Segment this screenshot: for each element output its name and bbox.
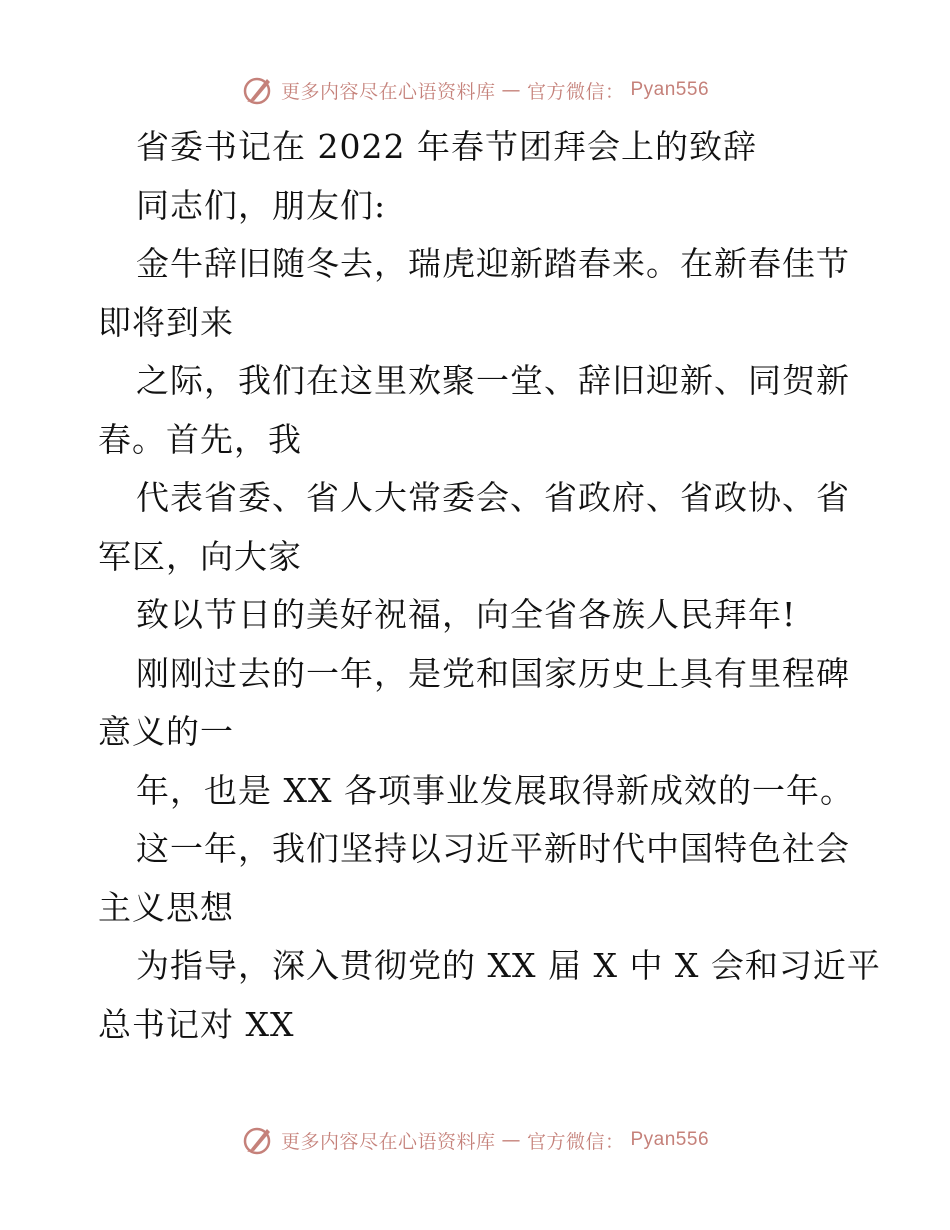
watermark-label: 官方微信： (526, 1130, 625, 1153)
doc-line: 春。首先，我 (98, 419, 302, 459)
doc-line: 刚刚过去的一年，是党和国家历史上具有里程碑 (136, 653, 850, 693)
watermark-separator: — (501, 79, 521, 101)
doc-line: 之际，我们在这里欢聚一堂、辞旧迎新、同贺新 (136, 361, 850, 400)
header-watermark (0, 70, 950, 110)
quill-pen-logo-icon (241, 73, 275, 107)
doc-line: 金牛辞旧随冬去，瑞虎迎新踏春来。在新春佳节 (136, 244, 850, 283)
quill-pen-logo-icon (241, 1123, 275, 1157)
doc-line: 同志们，朋友们: (136, 185, 387, 225)
doc-line: 年，也是 XX 各项事业发展取得新成效的一年。 (136, 770, 854, 810)
watermark-text: 更多内容尽在心语资料库 (280, 80, 496, 103)
doc-line: 即将到来 (98, 302, 234, 342)
doc-line: 军区，向大家 (98, 536, 302, 576)
doc-line: 主义思想 (98, 887, 234, 927)
doc-line: 代表省委、省人大常委会、省政府、省政协、省 (136, 478, 850, 517)
doc-line: 这一年，我们坚持以习近平新时代中国特色社会 (136, 829, 850, 868)
watermark-separator: — (501, 1129, 521, 1151)
document-body (98, 118, 881, 1054)
wechat-id: Pyan556 (630, 1129, 710, 1150)
doc-line: 总书记对 XX (98, 1004, 295, 1044)
doc-line: 致以节日的美好祝福，向全省各族人民拜年! (136, 595, 797, 634)
doc-line: 意义的一 (98, 712, 234, 751)
doc-line: 省委书记在 2022 年春节团拜会上的致辞 (136, 127, 757, 166)
doc-line: 为指导，深入贯彻党的 XX 届 X 中 X 会和习近平 (136, 946, 881, 985)
watermark-text: 更多内容尽在心语资料库 (280, 1130, 496, 1153)
wechat-id: Pyan556 (630, 79, 710, 100)
footer-watermark (0, 1120, 950, 1160)
watermark-label: 官方微信： (526, 80, 625, 103)
